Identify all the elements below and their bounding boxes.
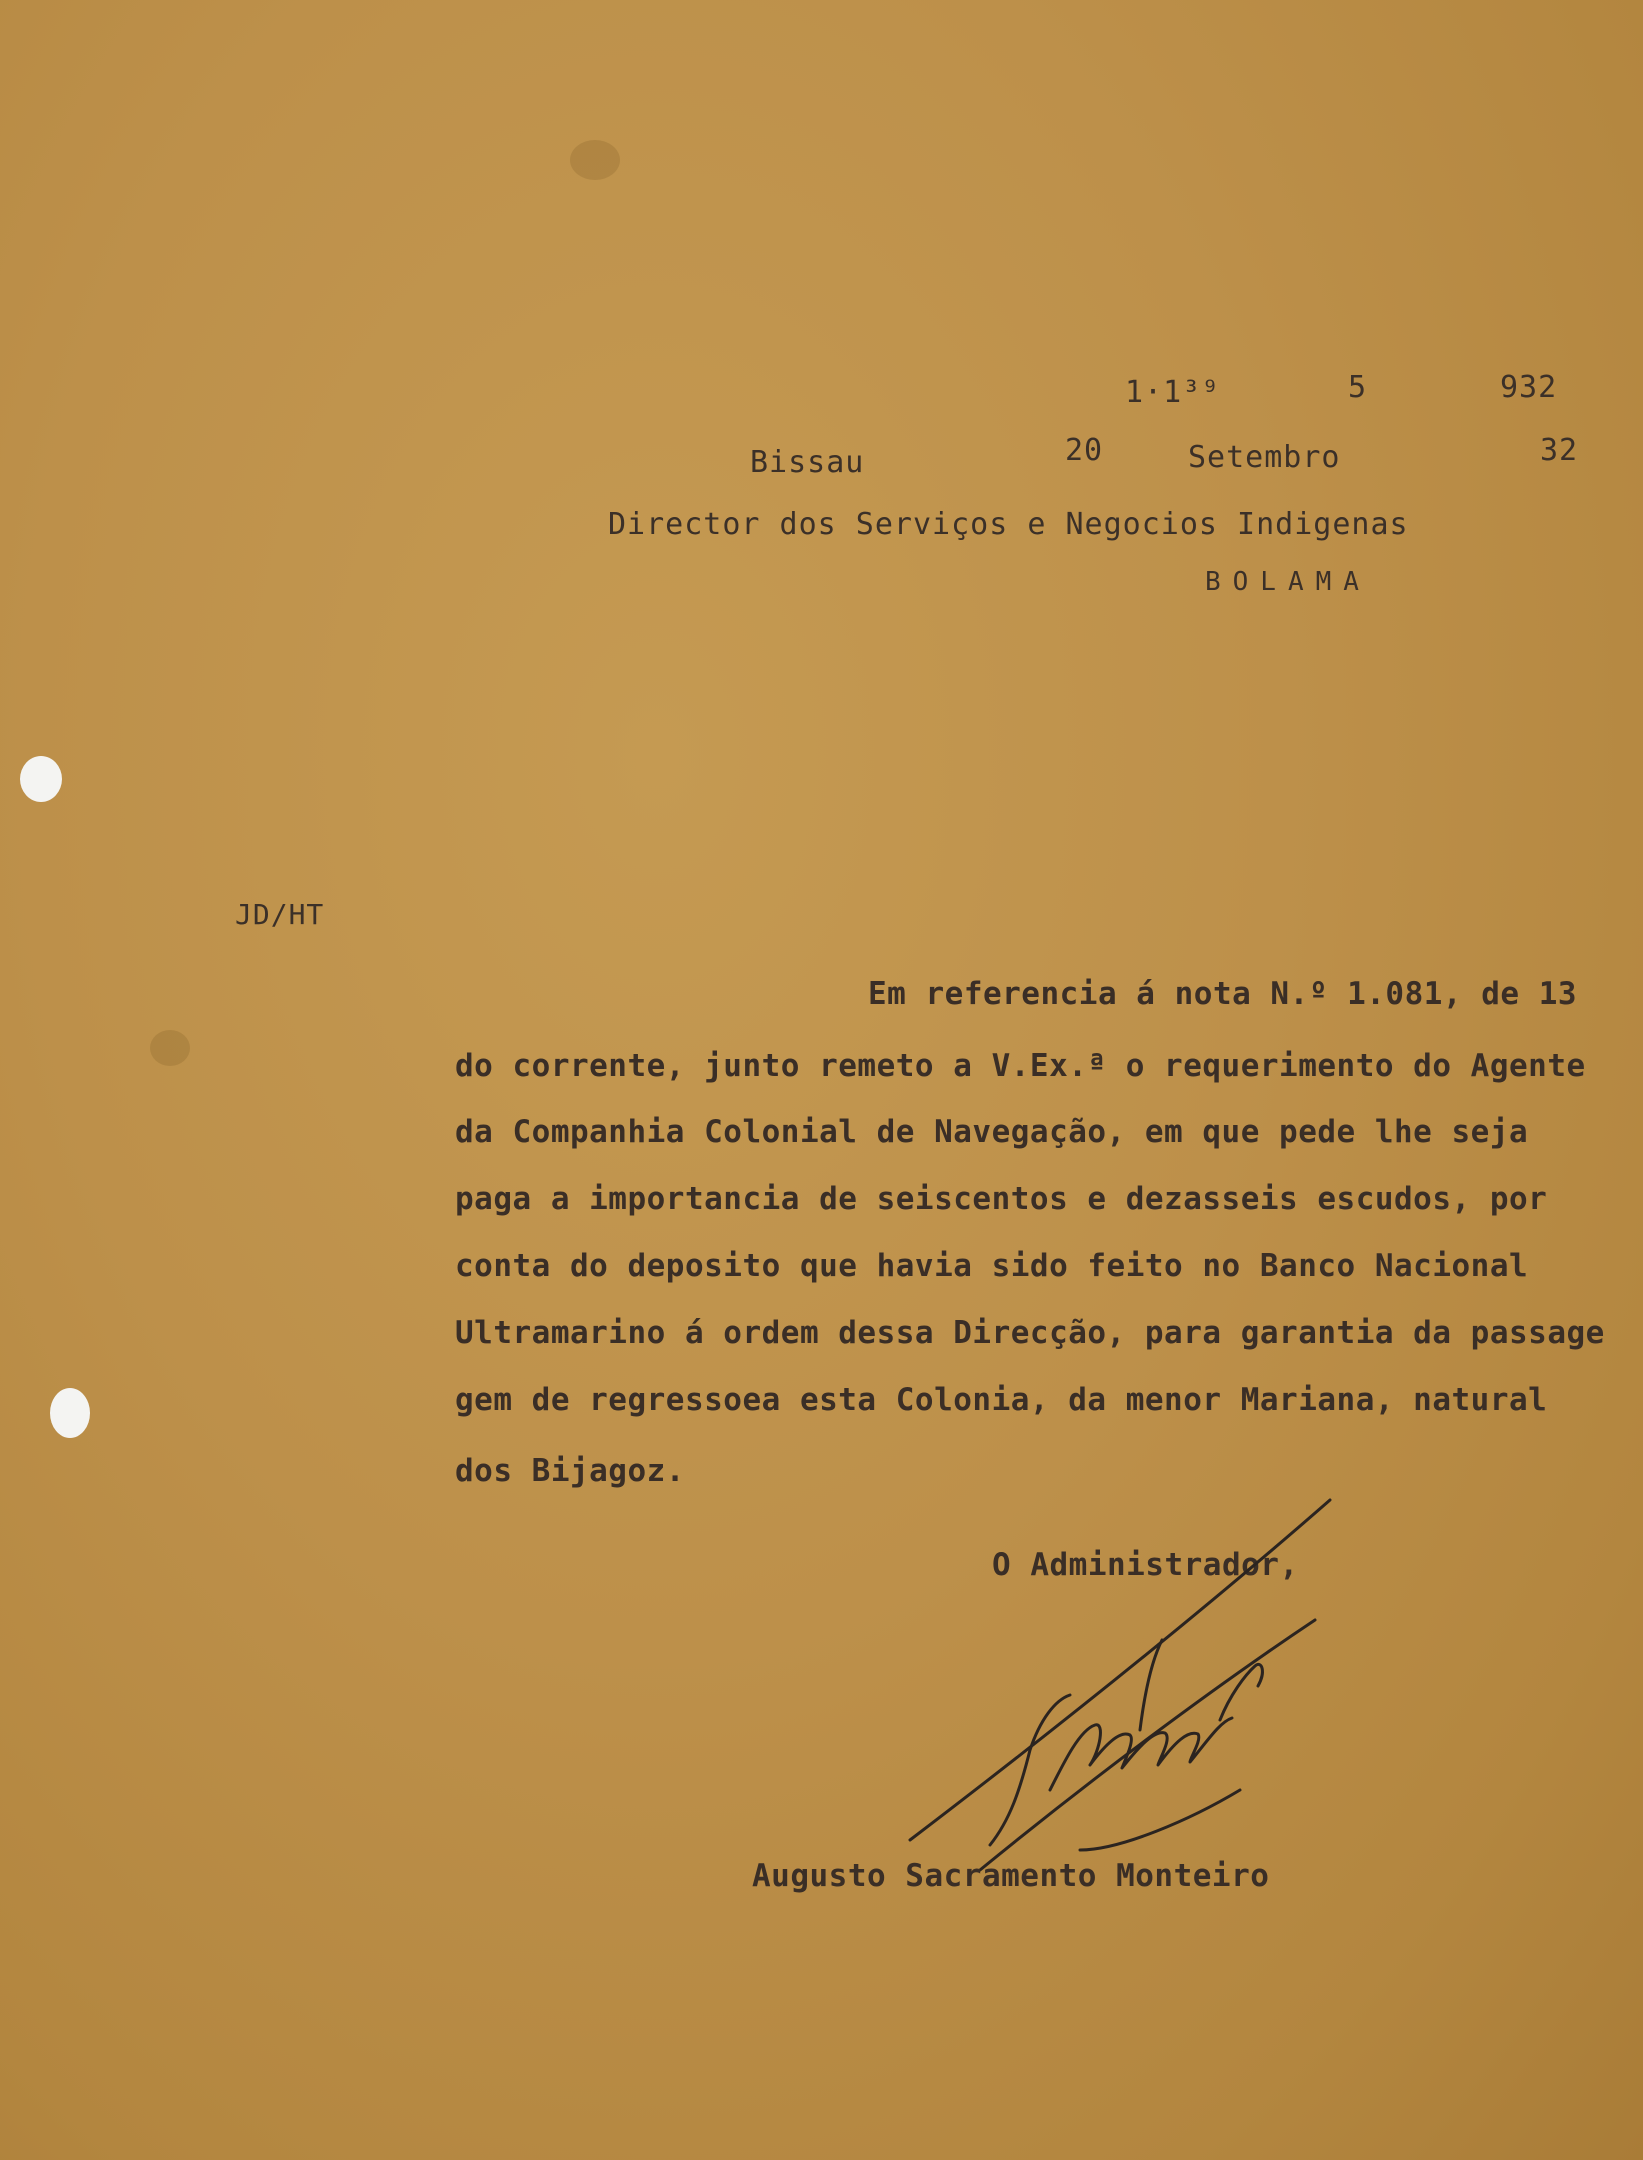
recipient-city: BOLAMA	[1205, 567, 1371, 597]
body-line: Em referencia á nota N.º 1.081, de 13	[868, 976, 1578, 1012]
recipient-title: Director dos Serviços e Negocios Indigenas	[608, 507, 1409, 542]
signature	[890, 1490, 1350, 1910]
date-year: 32	[1540, 433, 1579, 468]
reference-initials: JD/HT	[235, 898, 325, 931]
body-line: paga a importancia de seiscentos e dezasseis escudos, por	[455, 1181, 1548, 1217]
body-line: conta do deposito que havia sido feito no Banco Nacional	[455, 1248, 1529, 1284]
body-line: gem de regressoea esta Colonia, da menor Mariana, natural	[455, 1382, 1548, 1418]
reference-number: 1·1³⁹	[1125, 375, 1221, 410]
body-line: da Companhia Colonial de Navegação, em que pede lhe seja	[455, 1114, 1529, 1150]
body-line: Ultramarino á ordem dessa Direcção, para garantia da passage	[455, 1315, 1605, 1351]
reference-day: 5	[1348, 370, 1368, 405]
signatory-name: Augusto Sacramento Monteiro	[752, 1858, 1270, 1894]
punch-hole-top	[20, 756, 62, 802]
paper-stain	[570, 140, 620, 180]
place-name: Bissau	[750, 445, 865, 480]
closing-title: O Administrador,	[992, 1547, 1299, 1583]
punch-hole-bottom	[50, 1388, 90, 1438]
body-line: do corrente, junto remeto a V.Ex.ª o requerimento do Agente	[455, 1048, 1586, 1084]
date-day: 20	[1065, 433, 1104, 468]
body-line: dos Bijagoz.	[455, 1453, 685, 1489]
paper-stain	[150, 1030, 190, 1066]
reference-year: 932	[1500, 370, 1558, 405]
date-month: Setembro	[1188, 440, 1341, 475]
